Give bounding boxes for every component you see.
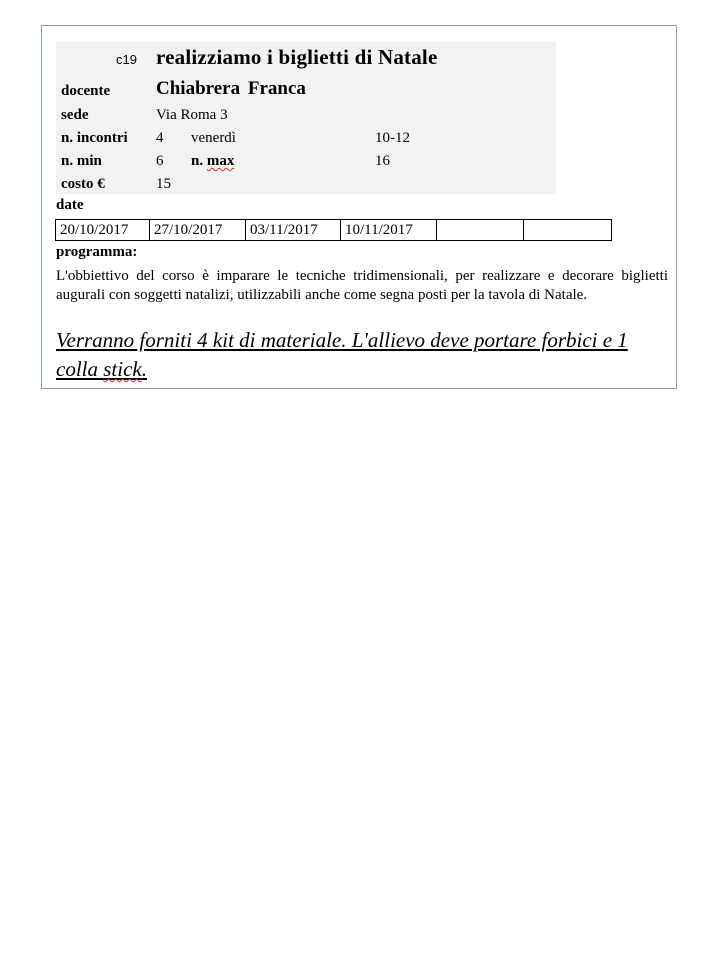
date-cell: 10/11/2017 <box>341 220 437 241</box>
dates-row <box>56 220 612 241</box>
date-cell-empty <box>524 220 612 241</box>
day-value: venerdì <box>191 130 236 146</box>
max-label <box>191 153 234 170</box>
min-label: n. min <box>61 153 102 169</box>
materials-note-text: Verranno forniti 4 kit di materiale. L'allievo deve portare forbici e 1 colla <box>56 328 628 381</box>
meetings-label: n. incontri <box>61 130 128 146</box>
dates-label: date <box>56 197 84 213</box>
meetings-value: 4 <box>156 130 164 146</box>
course-title: realizziamo i biglietti di Natale <box>156 45 438 69</box>
materials-note-word: stick <box>103 357 142 381</box>
course-card <box>41 25 677 389</box>
teacher-label: docente <box>61 83 111 99</box>
teacher-value: Chiabrera Franca <box>156 78 306 99</box>
dates-table <box>55 219 612 241</box>
materials-note <box>56 326 670 384</box>
cost-label: costo € <box>61 176 105 192</box>
location-label: sede <box>61 107 89 123</box>
date-cell: 27/10/2017 <box>150 220 246 241</box>
program-text: L'obbiettivo del corso è imparare le tecniche tridimensionali, per realizzare e decorare biglietti augurali con soggetti natalizi, utilizzabili anche come segna posti per la tavola di Natale. <box>56 268 668 303</box>
max-value: 16 <box>375 153 390 169</box>
date-cell: 20/10/2017 <box>56 220 150 241</box>
time-value: 10-12 <box>375 130 410 146</box>
date-cell: 03/11/2017 <box>246 220 341 241</box>
materials-note-end: . <box>141 357 147 381</box>
program-label: programma: <box>56 244 138 260</box>
course-code: c19 <box>116 52 137 67</box>
cost-value: 15 <box>156 176 171 192</box>
min-value: 6 <box>156 153 164 169</box>
max-label-word: max <box>206 153 235 169</box>
date-cell-empty <box>437 220 524 241</box>
location-value: Via Roma 3 <box>156 107 228 123</box>
max-label-prefix: n. <box>191 153 207 169</box>
